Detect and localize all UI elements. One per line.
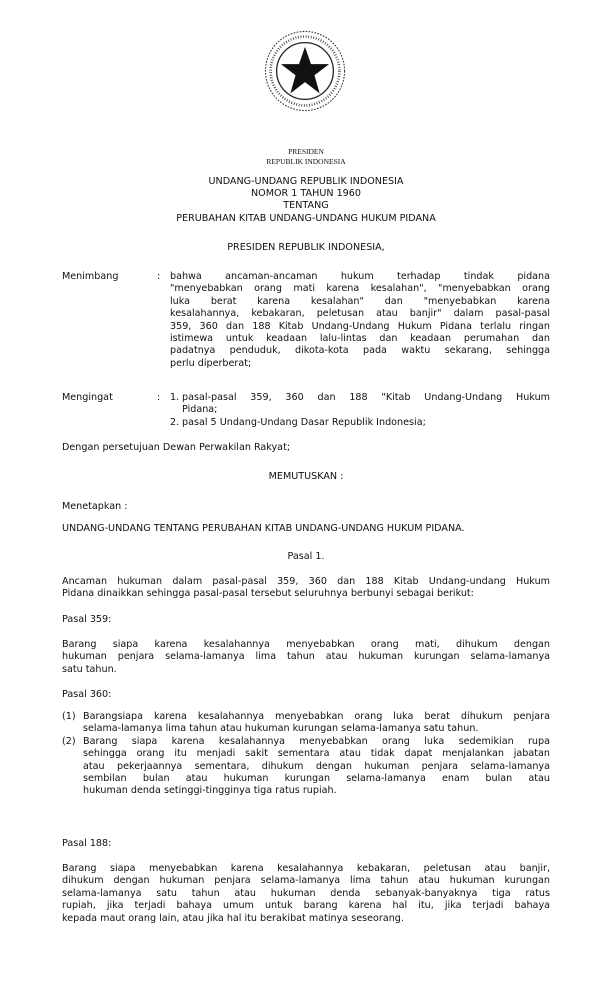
mengingat-item-line: Pidana;: [182, 404, 218, 416]
undang-undang-title: UNDANG-UNDANG TENTANG PERUBAHAN KITAB UNDANG-UNDANG HUKUM PIDANA.: [62, 523, 465, 534]
persetujuan-text: Dengan persetujuan Dewan Perwakilan Rakyat;: [62, 442, 291, 453]
pasal360-item-line: sembilan bulan atau hukuman kurungan selama-lamanya enam bulan atau: [83, 773, 550, 784]
letterhead-president: PRESIDEN: [288, 147, 324, 156]
pasal360-item-line: Barangsiapa karena kesalahannya menyebabkan orang luka berat dihukum penjara: [83, 711, 550, 722]
mengingat-item-number: 2.: [170, 416, 180, 428]
menimbang-line: istimewa untuk keadaan lalu-lintas dan keadaan perumahan dan: [170, 333, 550, 344]
pasal1-line: Ancaman hukuman dalam pasal-pasal 359, 360 dan 188 Kitab Undang-undang Hukum: [62, 576, 550, 587]
pasal360-item-line: atau pekerjaannya sementara, dihukum dengan hukuman penjara selama-lamanya: [83, 760, 550, 772]
menimbang-line: padatnya penduduk, dikota-kota pada waktu sekarang, sehingga: [170, 345, 550, 357]
document-title-line: TENTANG: [283, 200, 329, 212]
pasal1-heading: Pasal 1.: [287, 551, 325, 562]
pasal360-item-line: hukuman denda setinggi-tingginya tiga ratus rupiah.: [83, 785, 337, 797]
menimbang-line: bahwa ancaman-ancaman hukum terhadap tindak pidana: [170, 271, 550, 282]
menimbang-line: kesalahannya, kebakaran, peletusan atau banjir" dalam pasal-pasal: [170, 308, 550, 320]
pasal359-line: Barang siapa karena kesalahannya menyebabkan orang mati, dihukum dengan: [62, 639, 550, 650]
mengingat-item-line: pasal 5 Undang-Undang Dasar Republik Indonesia;: [182, 416, 426, 428]
letterhead-republic: REPUBLIK INDONESIA: [266, 157, 346, 166]
pasal188-line: dihukum dengan hukuman penjara selama-lamanya lima tahun atau hukuman kurungan: [62, 875, 550, 887]
pasal360-heading: Pasal 360:: [62, 689, 112, 700]
pasal360-item-line: sehingga orang itu menjadi sakit sementara atau tidak dapat menjalankan jabatan: [83, 748, 550, 760]
pasal188-line: kepada maut orang lain, atau jika hal itu berakibat matinya seseorang.: [62, 912, 404, 924]
president-heading: PRESIDEN REPUBLIK INDONESIA,: [227, 242, 385, 253]
mengingat-colon: :: [157, 392, 161, 403]
menimbang-line: 359, 360 dan 188 Kitab Undang-Undang Hukum Pidana terlalu ringan: [170, 320, 550, 332]
garuda-star-emblem: [262, 28, 348, 114]
menetapkan-label: Menetapkan :: [62, 501, 128, 512]
pasal188-line: rupiah, jika terjadi bahaya umum untuk barang karena hal itu, jika terjadi bahaya: [62, 900, 550, 912]
pasal360-item-number: (1): [62, 711, 76, 722]
pasal188-line: Barang siapa menyebabkan karena kesalahannya kebakaran, peletusan atau banjir,: [62, 863, 550, 874]
pasal359-line: satu tahun.: [62, 663, 117, 675]
menimbang-line: luka berat karena kesalahan" dan "menyebabkan karena: [170, 295, 550, 307]
pasal188-line: selama-lamanya satu tahun atau hukuman denda sebanyak-banyaknya tiga ratus: [62, 887, 550, 899]
pasal188-heading: Pasal 188:: [62, 838, 112, 849]
document-title-line: NOMOR 1 TAHUN 1960: [251, 188, 361, 200]
menimbang-line: "menyebabkan orang mati karena kesalahan", "menyebabkan orang: [170, 283, 550, 295]
pasal359-heading: Pasal 359:: [62, 614, 112, 625]
document-title-line: UNDANG-UNDANG REPUBLIK INDONESIA: [208, 176, 404, 187]
mengingat-item-number: 1.: [170, 392, 180, 403]
pasal360-item-line: selama-lamanya lima tahun atau hukuman kurungan selama-lamanya satu tahun.: [83, 723, 479, 735]
menimbang-colon: :: [157, 271, 161, 282]
pasal360-item-number: (2): [62, 735, 76, 747]
menimbang-line: perlu diperberat;: [170, 357, 252, 369]
pasal1-line: Pidana dinaikkan sehingga pasal-pasal tersebut seluruhnya berbunyi sebagai berikut:: [62, 588, 474, 600]
memutuskan-heading: MEMUTUSKAN :: [268, 471, 344, 482]
pasal360-item-line: Barang siapa karena kesalahannya menyebabkan orang luka sedemikian rupa: [83, 735, 550, 747]
menimbang-label: Menimbang: [62, 271, 119, 282]
mengingat-label: Mengingat: [62, 392, 113, 403]
document-title-line: PERUBAHAN KITAB UNDANG-UNDANG HUKUM PIDANA: [176, 212, 436, 224]
mengingat-item-line: pasal-pasal 359, 360 dan 188 "Kitab Undang-Undang Hukum: [182, 392, 550, 403]
pasal359-line: hukuman penjara selama-lamanya lima tahun atau hukuman kurungan selama-lamanya: [62, 651, 550, 663]
